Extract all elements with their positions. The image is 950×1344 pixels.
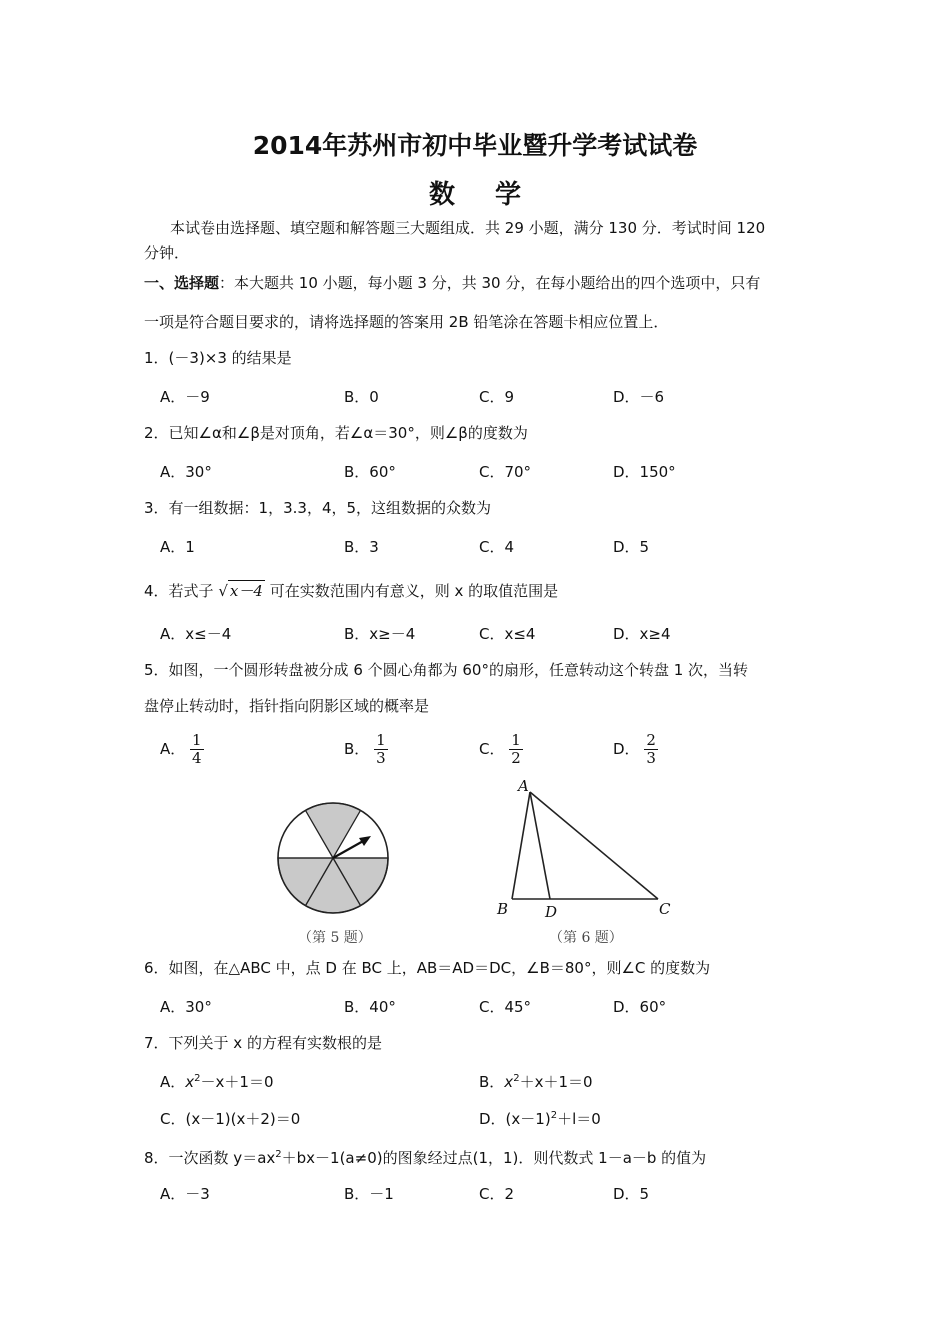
q7-stem: 7．下列关于 x 的方程有实数根的是 [144,1034,382,1052]
q5-option-d [613,732,658,767]
q7-option-b-var: x [504,1073,514,1091]
q5-option-c [479,732,523,767]
q7-option-d [479,1108,601,1129]
q5-option-d-fraction [644,732,658,767]
segment-ab [512,792,530,899]
q2-option-a: A．30° [160,463,212,481]
q5-stem-line-2: 盘停止转动时，指针指向阴影区域的概率是 [144,697,430,715]
q1-option-b: B．0 [344,388,379,406]
q1-option-c: C．9 [479,388,515,406]
segment-ac [530,792,658,899]
q4-radicand: x－4 [229,582,263,600]
q4-stem [144,580,558,601]
q7-option-a-rest: －x＋1＝0 [200,1073,274,1091]
sqrt-radical: √ [218,582,228,600]
triangle-figure [490,775,680,920]
q6-option-a: A．30° [160,998,212,1016]
q8-stem [144,1145,706,1168]
q7-option-a [160,1071,274,1092]
spinner-figure [266,790,400,950]
q5-option-b-numerator: 1 [376,731,386,749]
q5-option-a-numerator: 1 [192,731,202,749]
q7-option-d-exponent: 2 [550,1110,558,1121]
spinner-shaded-sector-top [306,803,361,858]
q1-option-a: A．－9 [160,388,210,406]
q2-option-d: D．150° [613,463,676,481]
q8-option-c: C．2 [479,1185,515,1203]
subject-char-1: 数 [428,180,455,210]
q5-option-a-denominator: 4 [192,749,202,767]
vertex-label-d: D [545,903,558,921]
q8-stem-exponent: 2 [275,1149,282,1160]
q4-option-b: B．x≥－4 [344,625,416,643]
segment-ad [530,792,550,899]
q4-stem-pre: 4．若式子 [144,582,214,600]
section-1-line-2: 一项是符合题目要求的，请将选择题的答案用 2B 铅笔涂在答题卡相应位置上． [144,313,669,331]
q7-option-b [479,1071,593,1092]
intro-line-2: 分钟． [144,244,190,262]
q3-option-a: A．1 [160,538,195,556]
q7-option-a-exponent: 2 [194,1073,201,1084]
section-1-desc: ：本大题共 10 小题，每小题 3 分，共 30 分，在每小题给出的四个选项中，只有 [219,274,761,292]
q3-option-b: B．3 [344,538,379,556]
q5-option-c-denominator: 2 [511,749,521,767]
q2-stem: 2．已知∠α和∠β是对顶角，若∠α＝30°，则∠β的度数为 [144,424,528,442]
q8-option-b: B．－1 [344,1185,394,1203]
q5-option-b [344,732,388,767]
q4-option-c: C．x≤4 [479,625,536,643]
q8-option-a: A．－3 [160,1185,210,1203]
figure-5-caption: （第 5 题） [298,930,372,946]
q5-option-c-numerator: 1 [511,731,521,749]
q5-option-d-numerator: 2 [646,731,656,749]
q3-option-d: D．5 [613,538,650,556]
q2-option-c: C．70° [479,463,532,481]
q6-stem: 6．如图，在△ABC 中，点 D 在 BC 上，AB＝AD＝DC，∠B＝80°，则∠C 的度数为 [144,959,711,977]
q6-option-b: B．40° [344,998,396,1016]
q8-stem-pre: 8．一次函数 y＝ax [144,1149,276,1167]
q6-option-d: D．60° [613,998,667,1016]
q5-option-c-label: C． [479,740,505,758]
subject-title [0,174,950,211]
q6-option-c: C．45° [479,998,532,1016]
q7-option-d-label: D．(x－1) [479,1110,551,1128]
q8-option-d: D．5 [613,1185,650,1203]
q5-option-a-fraction [190,732,204,767]
q1-option-d: D．－6 [613,388,665,406]
q4-option-d: D．x≥4 [613,625,671,643]
vertex-label-a: A [518,777,529,795]
q7-option-b-label: B． [479,1073,505,1091]
q5-option-d-label: D． [613,740,640,758]
vertex-label-b: B [497,900,509,918]
q3-stem: 3．有一组数据：1，3.3，4，5，这组数据的众数为 [144,499,492,517]
q5-option-b-fraction [374,732,388,767]
section-1-label: 一、选择题 [144,274,220,292]
q4-option-a: A．x≤－4 [160,625,232,643]
q7-option-a-var: x [185,1073,195,1091]
exam-title: 2014年苏州市初中毕业暨升学考试试卷 [252,131,698,160]
q8-stem-post: ＋bx－1(a≠0)的图象经过点(1，1)．则代数式 1－a－b 的值为 [281,1149,707,1167]
figure-6-caption: （第 6 题） [549,930,623,946]
q5-option-c-fraction [509,732,523,767]
q5-stem-line-1: 5．如图，一个圆形转盘被分成 6 个圆心角都为 60°的扇形，任意转动这个转盘 1 次，当转 [144,661,749,679]
q1-stem: 1．(－3)×3 的结果是 [144,349,292,367]
q7-option-d-rest: ＋l＝0 [557,1110,601,1128]
q2-option-b: B．60° [344,463,396,481]
q7-option-b-exponent: 2 [513,1073,520,1084]
q7-option-a-label: A． [160,1073,186,1091]
intro-line-1: 本试卷由选择题、填空题和解答题三大题组成．共 29 小题，满分 130 分．考试时间 120 [170,219,766,237]
q5-option-b-label: B． [344,740,370,758]
q5-option-a [160,732,204,767]
subject-char-2: 学 [495,180,522,210]
q5-option-b-denominator: 3 [376,749,386,767]
q4-stem-post: 可在实数范围内有意义，则 x 的取值范围是 [269,582,559,600]
q7-option-c: C．(x－1)(x＋2)＝0 [160,1110,301,1128]
spinner-pointer-arrowhead [359,836,371,846]
q5-option-a-label: A． [160,740,186,758]
q5-option-d-denominator: 3 [646,749,656,767]
q7-option-b-rest: ＋x＋1＝0 [519,1073,593,1091]
q3-option-c: C．4 [479,538,515,556]
section-1-line-1 [144,273,760,293]
vertex-label-c: C [659,900,671,918]
